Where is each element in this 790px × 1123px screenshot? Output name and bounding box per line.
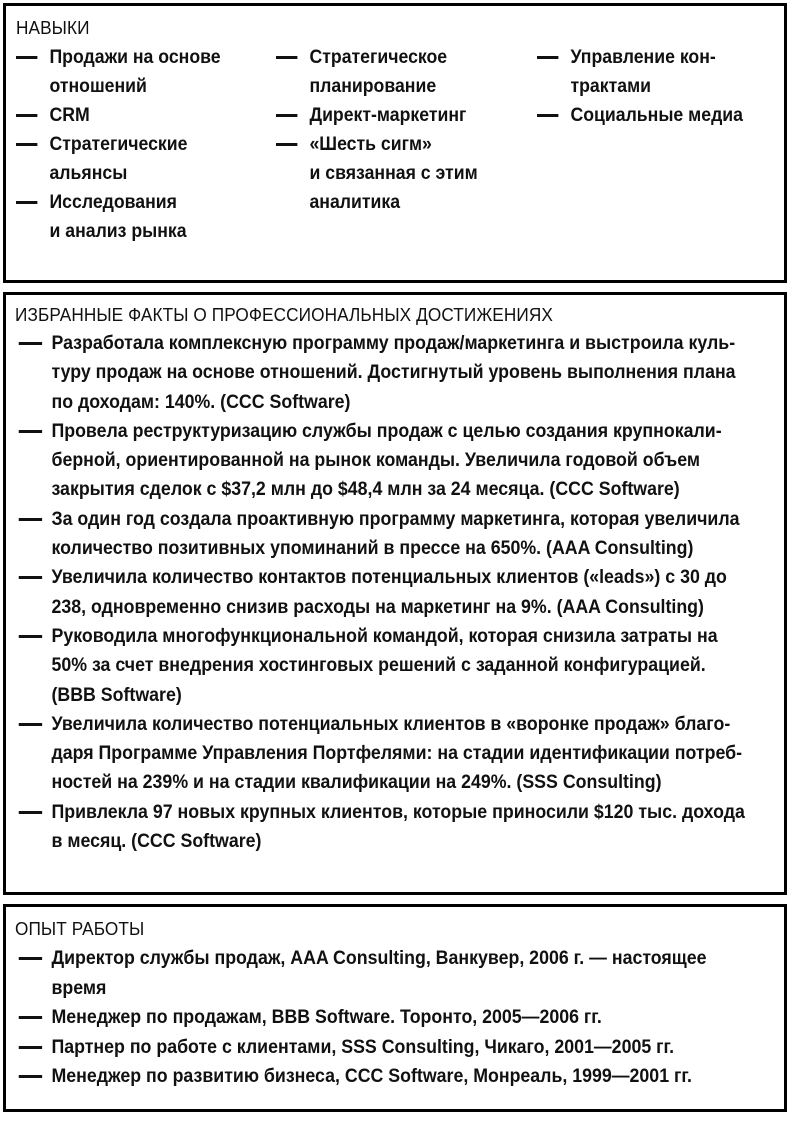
- skills-section-heading: НАВЫКИ: [16, 17, 90, 38]
- experience-item-line: время: [51, 977, 107, 999]
- experience-item: [15, 1033, 725, 1063]
- skill-item: [276, 101, 519, 130]
- skill-item-line: альянсы: [49, 163, 128, 184]
- achievement-item-line: Привлекла 97 новых крупных клиентов, которые приносили $120 тыс. дохода: [51, 801, 745, 823]
- achievement-item-line: Разработала комплексную программу продаж/маркетинга и выстроила куль-: [51, 333, 736, 354]
- bullet-dash-icon: [16, 56, 37, 59]
- skills-section: [3, 3, 787, 283]
- bullet-dash-icon: [19, 518, 42, 521]
- achievement-item: [15, 563, 725, 622]
- achievement-item-line: Увеличила количество контактов потенциальных клиентов («leads») с 30 до: [51, 567, 727, 589]
- bullet-dash-icon: [537, 114, 558, 117]
- skill-item-line: Стратегические: [49, 134, 188, 155]
- bullet-dash-icon: [19, 811, 42, 814]
- bullet-dash-icon: [16, 201, 37, 204]
- bullet-dash-icon: [19, 1016, 42, 1019]
- skill-item-line: Исследования: [49, 192, 177, 213]
- skill-item-line: Стратегическое: [309, 47, 448, 68]
- bullet-dash-icon: [19, 957, 42, 960]
- skills-column-1: [16, 43, 276, 246]
- achievement-item-line: 50% за счет внедрения хостинговых решений с заданной конфигурацией.: [51, 655, 706, 677]
- bullet-dash-icon: [19, 430, 42, 433]
- skill-item: [16, 188, 258, 246]
- skill-item-line: Социальные медиа: [570, 105, 744, 126]
- bullet-dash-icon: [19, 342, 42, 345]
- achievements-list: [15, 329, 774, 856]
- skill-item: [537, 101, 757, 130]
- skill-item: [16, 101, 258, 130]
- skill-item: [16, 43, 258, 101]
- experience-item: [15, 1003, 725, 1033]
- bullet-dash-icon: [276, 143, 297, 146]
- skills-column-2: [276, 43, 537, 246]
- achievement-item-line: в месяц. (CCC Software): [51, 831, 262, 853]
- skill-item-line: и анализ рынка: [49, 221, 187, 242]
- skill-item-line: аналитика: [309, 192, 401, 213]
- achievements-section: [3, 292, 787, 895]
- bullet-dash-icon: [19, 1075, 42, 1078]
- bullet-dash-icon: [537, 56, 558, 59]
- achievement-item-line: 238, одновременно снизив расходы на маркетинг на 9%. (AAA Consulting): [51, 596, 704, 618]
- skill-item-line: и связанная с этим: [309, 163, 478, 184]
- achievement-item-line: Руководила многофункциональной командой, которая снизила затраты на: [51, 625, 718, 647]
- achievement-item-line: Провела реструктуризацию службы продаж с целью создания крупнокали-: [51, 420, 722, 442]
- achievements-section-heading: ИЗБРАННЫЕ ФАКТЫ О ПРОФЕССИОНАЛЬНЫХ ДОСТИЖЕНИЯХ: [15, 304, 553, 325]
- achievement-item-line: За один год создала проактивную программу маркетинга, которая увеличила: [51, 508, 740, 530]
- achievements-section-inner: [6, 295, 784, 856]
- experience-section-heading: ОПЫТ РАБОТЫ: [15, 918, 145, 939]
- experience-item: [15, 1062, 725, 1092]
- achievement-item: [15, 505, 740, 564]
- achievement-item-line: количество позитивных упоминаний в прессе на 650%. (AAA Consulting): [51, 538, 694, 560]
- achievement-item-line: даря Программе Управления Портфелями: на стадии идентификации потреб-: [51, 743, 743, 765]
- experience-item-line: Партнер по работе с клиентами, SSS Consulting, Чикаго, 2001—2005 гг.: [51, 1036, 675, 1058]
- experience-item-line: Менеджер по развитию бизнеса, CCC Software, Монреаль, 1999—2001 гг.: [51, 1066, 692, 1087]
- skill-item: [16, 130, 258, 188]
- skills-section-inner: [6, 6, 784, 246]
- experience-item-line: Директор службы продаж, AAA Consulting, Ванкувер, 2006 г. — настоящее: [51, 948, 707, 969]
- bullet-dash-icon: [276, 114, 297, 117]
- bullet-dash-icon: [16, 114, 37, 117]
- skill-item-line: CRM: [49, 105, 90, 126]
- achievement-item: [15, 329, 736, 417]
- skill-item-line: трактами: [570, 76, 652, 97]
- skills-columns: [16, 43, 774, 246]
- skill-item: [276, 130, 519, 217]
- bullet-dash-icon: [19, 576, 42, 579]
- skill-item-line: «Шесть сигм»: [309, 134, 433, 155]
- skill-item-line: отношений: [49, 76, 147, 97]
- experience-section: [3, 904, 787, 1112]
- achievement-item-line: Увеличила количество потенциальных клиентов в «воронке продаж» благо-: [51, 713, 731, 735]
- experience-section-inner: [6, 907, 784, 1092]
- bullet-dash-icon: [19, 723, 42, 726]
- skill-item-line: Директ-маркетинг: [309, 105, 467, 126]
- achievement-item-line: туру продаж на основе отношений. Достигнутый уровень выполнения плана: [51, 362, 736, 384]
- achievement-item-line: (BBB Software): [51, 684, 182, 706]
- experience-item-line: Менеджер по продажам, BBB Software. Торонто, 2005—2006 гг.: [51, 1007, 602, 1028]
- achievement-item: [15, 710, 743, 798]
- achievement-item-line: берной, ориентированной на рынок команды. Увеличила годовой объем: [51, 450, 701, 472]
- skill-item-line: Продажи на основе: [49, 47, 221, 68]
- achievement-item: [15, 622, 725, 710]
- bullet-dash-icon: [19, 635, 42, 638]
- skill-item: [537, 43, 757, 101]
- achievement-item-line: по доходам: 140%. (CCC Software): [51, 391, 351, 413]
- skill-item: [276, 43, 519, 101]
- bullet-dash-icon: [276, 56, 297, 59]
- skills-column-3: [537, 43, 774, 246]
- bullet-dash-icon: [16, 143, 37, 146]
- achievement-item-line: закрытия сделок с $37,2 млн до $48,4 млн за 24 месяца. (CCC Software): [51, 479, 680, 501]
- experience-list: [15, 944, 774, 1092]
- skill-item-line: Управление кон-: [570, 47, 717, 68]
- achievement-item: [15, 798, 745, 857]
- skill-item-line: планирование: [309, 76, 437, 97]
- bullet-dash-icon: [19, 1046, 42, 1049]
- experience-item: [15, 944, 725, 1003]
- achievement-item: [15, 417, 725, 505]
- achievement-item-line: ностей на 239% и на стадии квалификации на 249%. (SSS Consulting): [51, 772, 662, 794]
